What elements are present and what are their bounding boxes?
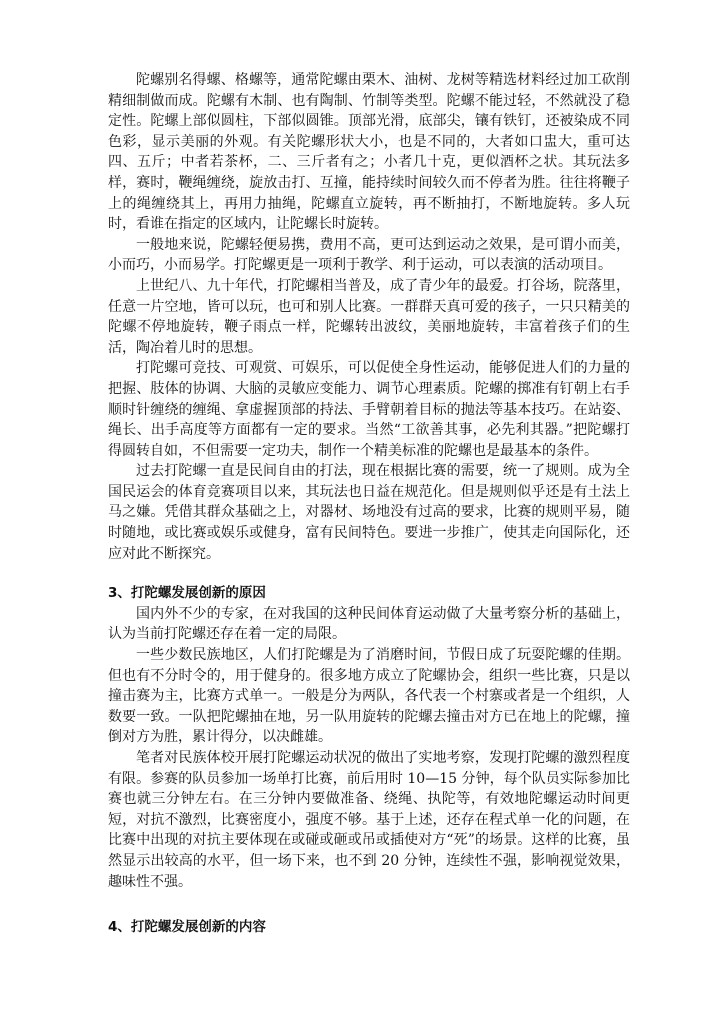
- section-3-paragraph: 国内外不少的专家，在对我国的这种民间体育运动做了大量考察分析的基础上，认为当前打陀螺还存在着一定的局限。: [108, 605, 630, 643]
- intro-paragraph: 上世纪八、九十年代，打陀螺相当普及，成了青少年的最爱。打谷场，院落里，任意一片空地，皆可以玩，也可和别人比赛。一群群天真可爱的孩子，一只只精美的陀螺不停地旋转，鞭子雨点一样，陀螺转出波纹，美丽地旋转，丰富着孩子们的生活，陶冶着儿时的思想。: [108, 277, 630, 356]
- intro-paragraph: 打陀螺可竞技、可观赏、可娱乐，可以促使全身性运动，能够促进人们的力量的把握、肢体的协调、大脑的灵敏应变能力、调节心理素质。陀螺的掷准有钉朝上右手顺时针缠绕的缠绳、拿虚握顶部的持法、手臂朝着目标的抛法等基本技巧。在站姿、绳长、出手高度等方面都有一定的要求。当然“工欲善其事，必先利其器。”把陀螺打得圆转自如，不但需要一定功夫，制作一个精美标准的陀螺也是最基本的条件。: [108, 360, 630, 459]
- intro-paragraph: 一般地来说，陀螺轻便易携，费用不高，更可达到运动之效果，是可谓小而美，小而巧，小而易学。打陀螺更是一项利于教学、利于运动，可以表演的活动项目。: [108, 236, 630, 274]
- intro-paragraph: 过去打陀螺一直是民间自由的打法，现在根据比赛的需要，统一了规则。成为全国民运会的体育竞赛项目以来，其玩法也日益在规范化。但是规则似乎还是有土法上马之嫌。凭借其群众基础之上，对器材、场地没有过高的要求，比赛的规则平易，随时随地，或比赛或娱乐或健身，富有民间特色。要进一步推广，使其走向国际化，还应对此不断探究。: [108, 463, 630, 562]
- section-3-paragraph: 笔者对民族体校开展打陀螺运动状况的做出了实地考察，发现打陀螺的激烈程度有限。参赛的队员参加一场单打比赛，前后用时 10—15 分钟，每个队员实际参加比赛也就三分钟左右。在三分钟内要做准备、绕绳、执陀等，有效地陀螺运动时间更短，对抗不激烈，比赛密度小，强度不够。基于上述，还存在程式单一化的问题，在比赛中出现的对抗主要体现在或碰或砸或吊或插使对方“死”的场景。这样的比赛，虽然显示出较高的水平，但一场下来，也不到 20 分钟，连续性不强，影响视觉效果，趣味性不强。: [108, 750, 630, 890]
- intro-paragraph: 陀螺别名得螺、格螺等，通常陀螺由栗木、油树、龙树等精选材料经过加工砍削精细制做而成。陀螺有木制、也有陶制、竹制等类型。陀螺不能过轻，不然就没了稳定性。陀螺上部似圆柱，下部似圆锥。顶部光滑，底部尖，镶有铁钉，还被染成不同色彩，显示美丽的外观。有关陀螺形状大小，也是不同的，大者如口盅大，重可达四、五斤；中者若茶杯，二、三斤者有之；小者几十克，更似酒杯之状。其玩法多样，赛时，鞭绳缠绕，旋放击打、互撞，能持续时间较久而不停者为胜。往往将鞭子上的绳缠绕其上，再用力抽绳，陀螺直立旋转，再不断抽打，不断地旋转。多人玩时，看谁在指定的区域内，让陀螺长时旋转。: [108, 72, 630, 233]
- document-page: [108, 70, 630, 938]
- section-3-heading: 3、打陀螺发展创新的原因: [108, 585, 266, 602]
- section-4-heading: 4、打陀螺发展创新的内容: [108, 919, 266, 936]
- section-3-paragraph: 一些少数民族地区，人们打陀螺是为了消磨时间，节假日成了玩耍陀螺的佳期。但也有不分时令的，用于健身的。很多地方成立了陀螺协会，组织一些比赛，只是以撞击赛为主，比赛方式单一。一般是分为两队，各代表一个村寨或者是一个组织，人数要一致。一队把陀螺抽在地，另一队用旋转的陀螺去撞击对方已在地上的陀螺，撞倒对方为胜，累计得分，以决雌雄。: [108, 647, 630, 746]
